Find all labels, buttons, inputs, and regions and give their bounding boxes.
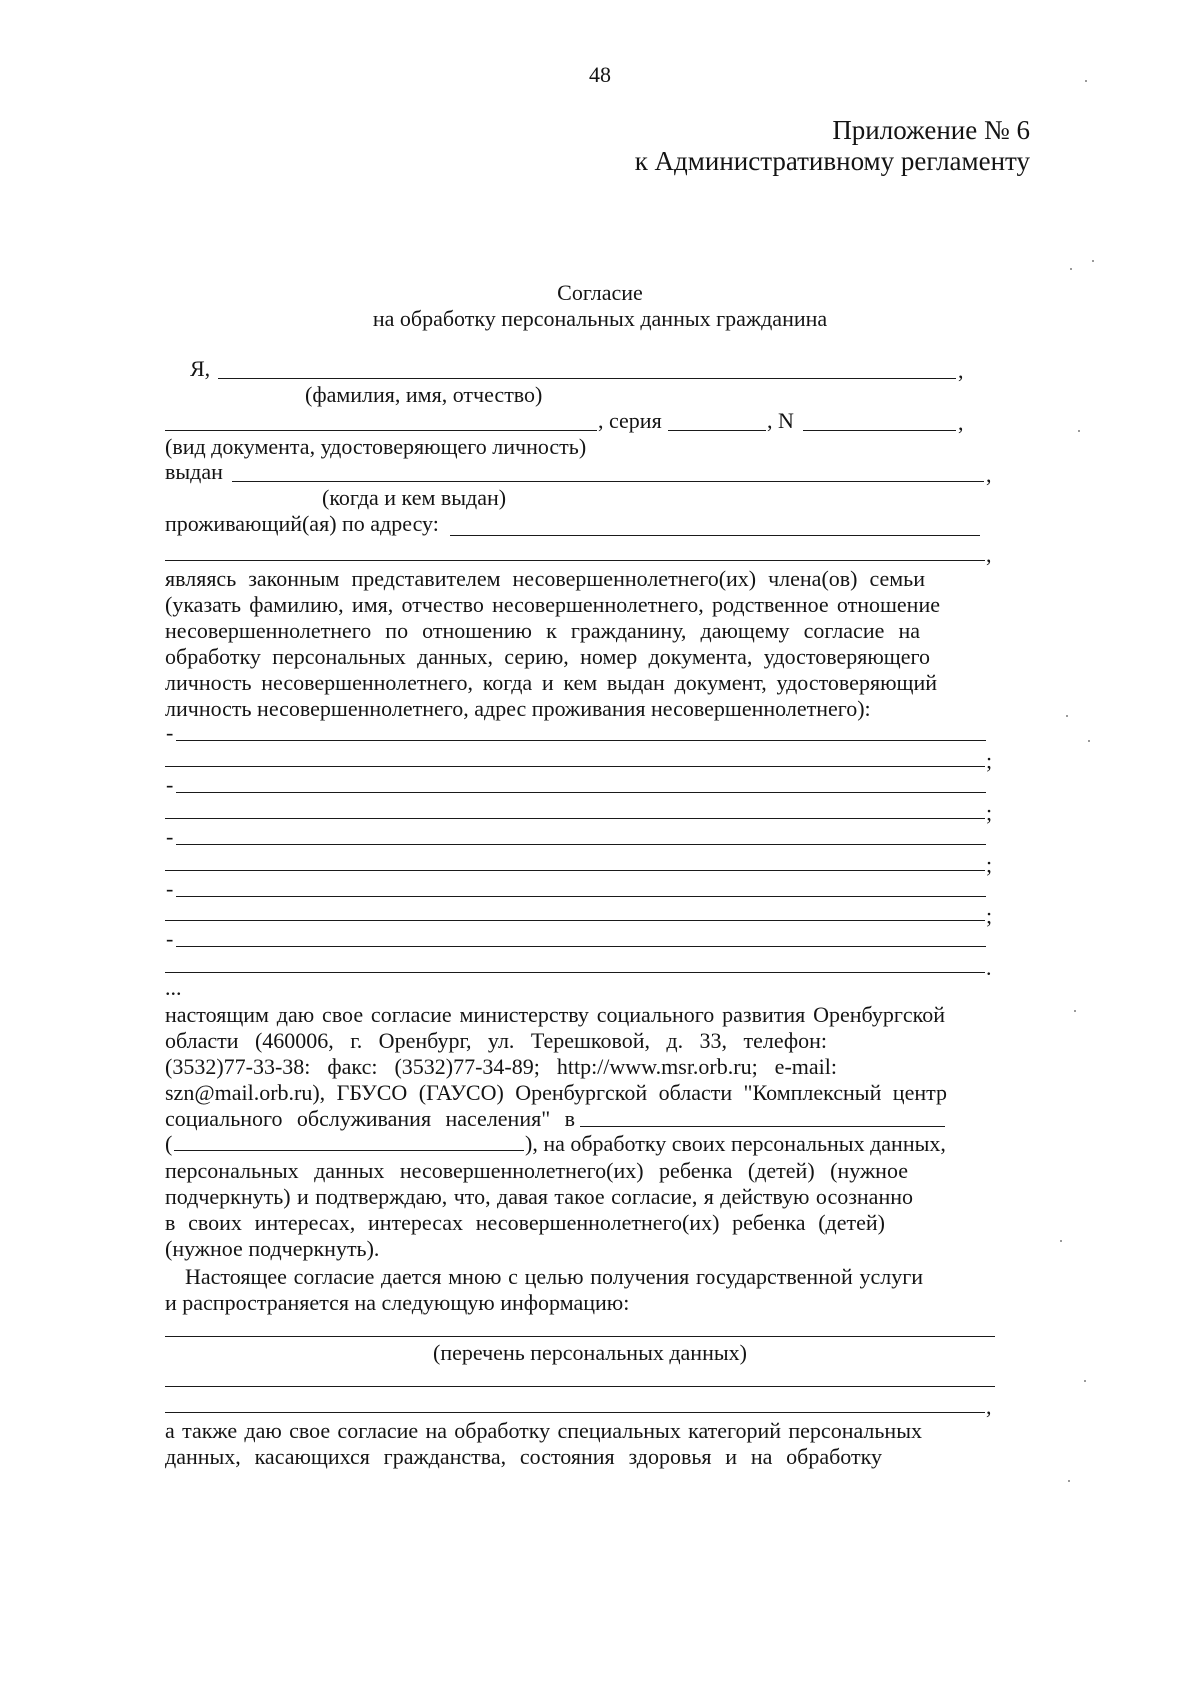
consent-line-9: в своих интересах, интересах несовершеннолетнего(их) ребенка (детей) bbox=[165, 1210, 885, 1235]
consent-line-1: настоящим даю свое согласие министерству социального развития Оренбургской bbox=[165, 1002, 945, 1027]
semicolon: ; bbox=[986, 903, 993, 928]
fio-field[interactable] bbox=[218, 378, 956, 379]
minor-field-5a[interactable] bbox=[176, 946, 986, 947]
minor-dash-3: - bbox=[166, 824, 174, 849]
minor-field-3a[interactable] bbox=[176, 844, 986, 845]
minor-dash-2: - bbox=[166, 772, 174, 797]
representative-line-5: личность несовершеннолетнего, когда и кем выдан документ, удостоверяющий bbox=[165, 670, 937, 695]
number-label: , N bbox=[767, 408, 794, 433]
minor-field-4b[interactable] bbox=[165, 920, 985, 921]
center-location-field[interactable] bbox=[174, 1150, 524, 1151]
purpose-line-2: и распространяется на следующую информацию: bbox=[165, 1290, 630, 1315]
semicolon: ; bbox=[986, 800, 993, 825]
scan-speck bbox=[1066, 715, 1068, 717]
consent-line-8: подчеркнуть) и подтверждаю, что, давая такое согласие, я действую осознанно bbox=[165, 1184, 913, 1209]
scan-speck bbox=[1085, 80, 1087, 82]
minor-field-2b[interactable] bbox=[165, 818, 985, 819]
special-line-2: данных, касающихся гражданства, состояния здоровья и на обработку bbox=[165, 1444, 882, 1469]
center-name-field[interactable] bbox=[580, 1126, 945, 1127]
minor-dash-4: - bbox=[166, 876, 174, 901]
minor-field-3b[interactable] bbox=[165, 870, 985, 871]
representative-line-3: несовершеннолетнего по отношению к гражданину, дающему согласие на bbox=[165, 618, 920, 643]
scan-speck bbox=[1088, 740, 1090, 742]
representative-line-6: личность несовершеннолетнего, адрес проживания несовершеннолетнего): bbox=[165, 696, 871, 721]
personal-data-field-1[interactable] bbox=[165, 1336, 995, 1337]
series-label: , серия bbox=[598, 408, 662, 433]
minor-field-2a[interactable] bbox=[176, 792, 986, 793]
document-title: Согласие bbox=[557, 280, 643, 305]
document-caption: (вид документа, удостоверяющего личность) bbox=[165, 434, 587, 459]
consent-line-7: персональных данных несовершеннолетнего(их) ребенка (детей) (нужное bbox=[165, 1158, 908, 1183]
comma: , bbox=[986, 462, 992, 487]
minor-field-4a[interactable] bbox=[176, 896, 986, 897]
appendix-reference: к Административному регламенту bbox=[634, 146, 1030, 176]
scan-speck bbox=[1078, 430, 1080, 432]
purpose-line-1: Настоящее согласие дается мною с целью получения государственной услуги bbox=[185, 1264, 923, 1289]
consent-line-3: (3532)77-33-38: факс: (3532)77-34-89; http://www.msr.orb.ru; e-mail: bbox=[165, 1054, 837, 1079]
consent-line-5: социального обслуживания населения" в bbox=[165, 1106, 575, 1131]
scan-speck bbox=[1084, 1380, 1086, 1382]
issued-caption: (когда и кем выдан) bbox=[322, 485, 507, 510]
paren-open: ( bbox=[165, 1131, 173, 1156]
special-line-1: а также даю свое согласие на обработку специальных категорий персональных bbox=[165, 1418, 922, 1443]
consent-line-10: (нужное подчеркнуть). bbox=[165, 1236, 380, 1261]
address-label: проживающий(ая) по адресу: bbox=[165, 511, 439, 536]
document-number-field[interactable] bbox=[803, 430, 956, 431]
scan-speck bbox=[1092, 260, 1094, 262]
scan-speck bbox=[1074, 1010, 1076, 1012]
address-field-1[interactable] bbox=[450, 535, 980, 536]
comma: , bbox=[958, 410, 964, 435]
representative-line-4: обработку персональных данных, серию, номер документа, удостоверяющего bbox=[165, 644, 930, 669]
issued-label: выдан bbox=[165, 459, 223, 484]
series-field[interactable] bbox=[668, 430, 766, 431]
minor-field-1a[interactable] bbox=[176, 740, 986, 741]
ellipsis: ... bbox=[165, 975, 182, 1000]
comma: , bbox=[986, 1394, 992, 1419]
semicolon: ; bbox=[986, 852, 993, 877]
personal-data-field-2[interactable] bbox=[165, 1386, 995, 1387]
period: . bbox=[986, 955, 992, 980]
appendix-number: Приложение № 6 bbox=[832, 115, 1030, 145]
semicolon: ; bbox=[986, 748, 993, 773]
minor-dash-1: - bbox=[166, 720, 174, 745]
document-subtitle: на обработку персональных данных гражданина bbox=[372, 306, 828, 331]
personal-data-field-3[interactable] bbox=[165, 1412, 985, 1413]
representative-line-2: (указать фамилию, имя, отчество несовершеннолетнего, родственное отношение bbox=[165, 592, 940, 617]
scan-speck bbox=[1068, 1480, 1070, 1482]
scan-speck bbox=[1060, 1240, 1062, 1242]
consent-line-2: области (460006, г. Оренбург, ул. Терешковой, д. 33, телефон: bbox=[165, 1028, 827, 1053]
scan-speck bbox=[1070, 268, 1072, 270]
minor-field-5b[interactable] bbox=[165, 972, 985, 973]
comma: , bbox=[986, 542, 992, 567]
i-label: Я, bbox=[190, 356, 211, 381]
page-number: 48 bbox=[589, 62, 611, 87]
issued-field[interactable] bbox=[232, 481, 984, 482]
consent-line-4: szn@mail.orb.ru), ГБУСО (ГАУСО) Оренбургской области "Комплексный центр bbox=[165, 1080, 947, 1105]
minor-field-1b[interactable] bbox=[165, 766, 985, 767]
personal-data-caption: (перечень персональных данных) bbox=[433, 1340, 747, 1365]
comma: , bbox=[958, 358, 964, 383]
representative-line-1: являясь законным представителем несовершеннолетнего(их) члена(ов) семьи bbox=[165, 566, 925, 591]
document-type-field[interactable] bbox=[165, 430, 597, 431]
minor-dash-5: - bbox=[166, 926, 174, 951]
consent-after-paren: ), на обработку своих персональных данных, bbox=[525, 1131, 946, 1156]
address-field-2[interactable] bbox=[165, 560, 985, 561]
fio-caption: (фамилия, имя, отчество) bbox=[305, 382, 543, 407]
